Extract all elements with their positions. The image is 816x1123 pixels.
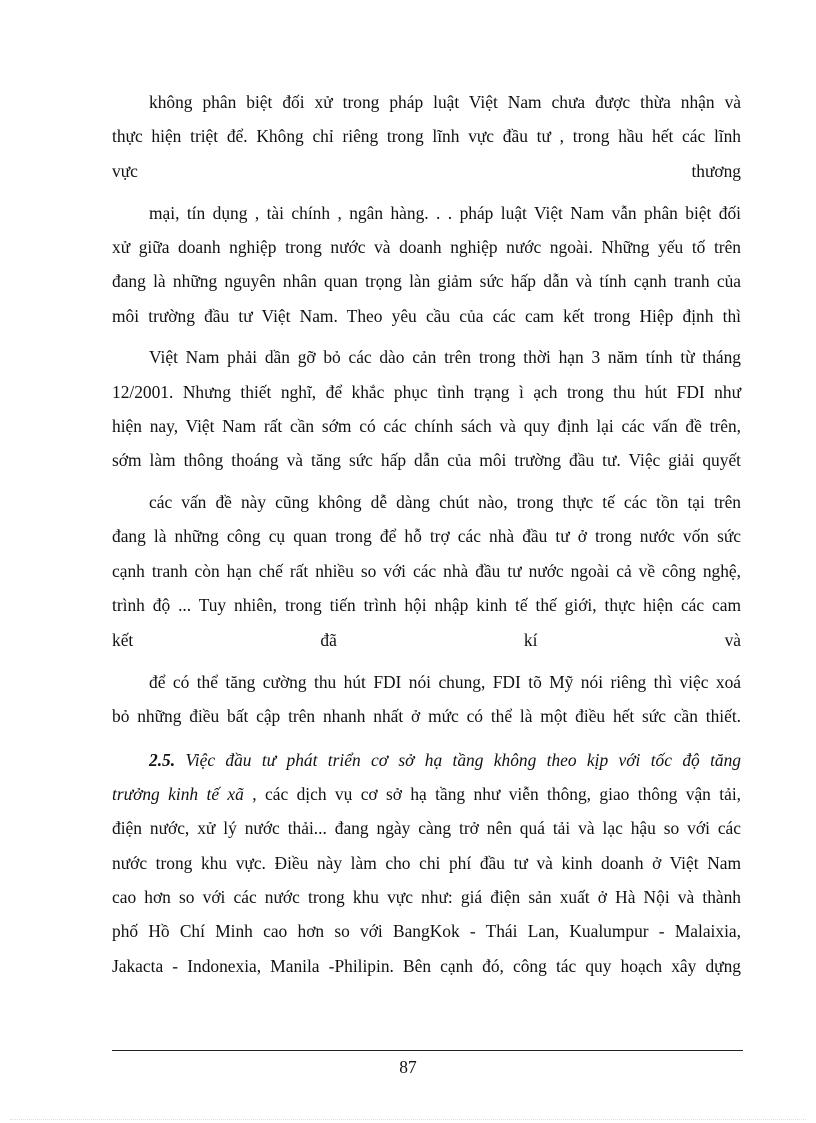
split-word: kí: [523, 630, 538, 650]
text-line: để có thể tăng cường thu hút FDI nói chung, FDI tõ Mỹ nói riêng thì việc xoá: [149, 672, 741, 692]
text-line: sớm làm thông thoáng và tăng sức hấp dẫn của môi trường đầu tư. Việc giải quyết: [112, 450, 741, 470]
text-line: mại, tín dụng , tài chính , ngân hàng. . . pháp luật Việt Nam vẫn phân biệt đối: [149, 203, 741, 223]
text-line: không phân biệt đối xử trong pháp luật Việt Nam chưa được thừa nhận và: [149, 92, 741, 112]
text-line: bỏ những điều bất cập trên nhanh nhất ở mức có thể là một điều hết sức cần thiết.: [112, 706, 741, 726]
text-line: nước trong khu vực. Điều này làm cho chi phí đầu tư và kinh doanh ở Việt Nam: [112, 853, 741, 873]
text-line: phố Hồ Chí Minh cao hơn so với BangKok - Thái Lan, Kualumpur - Malaixia,: [112, 921, 741, 941]
split-word: vực: [112, 161, 138, 181]
split-word: và: [724, 630, 741, 650]
footer-rule: [112, 1050, 743, 1051]
text-line: cao hơn so với các nước trong khu vực như: giá điện sản xuất ở Hà Nội và thành: [112, 887, 741, 907]
text-line-split: [112, 629, 741, 651]
text-line: thực hiện triệt để. Không chỉ riêng trong lĩnh vực đầu tư , trong hầu hết các lĩnh: [112, 126, 741, 146]
text-line: Jakacta - Indonexia, Manila -Philipin. Bên cạnh đó, công tác quy hoạch xây dựng: [112, 956, 741, 976]
section-heading-text: Việc đầu tư phát triển cơ sở hạ tầng không theo kịp với tốc độ tăng: [185, 750, 741, 770]
section-heading-line: [149, 749, 741, 771]
section-heading-text: trưởng kinh tế xã ,: [112, 784, 257, 804]
text-line: điện nước, xử lý nước thải... đang ngày càng trở nên quá tải và lạc hậu so với các: [112, 818, 741, 838]
text-line: xử giữa doanh nghiệp trong nước và doanh nghiệp nước ngoài. Những yếu tố trên: [112, 237, 741, 257]
text-line: đang là những công cụ quan trong để hỗ trợ các nhà đầu tư ở trong nước vốn sức: [112, 526, 741, 546]
text-line: đang là những nguyên nhân quan trọng làn giảm sức hấp dẫn và tính cạnh tranh của: [112, 271, 741, 291]
text-line: cạnh tranh còn hạn chế rất nhiều so với các nhà đầu tư nước ngoài cả về công nghệ,: [112, 561, 741, 581]
text-line: Việt Nam phải dần gỡ bỏ các dào cản trên trong thời hạn 3 năm tính từ tháng: [149, 347, 741, 367]
page-edge-divider: [10, 1119, 806, 1120]
text-line: trình độ ... Tuy nhiên, trong tiến trình hội nhập kinh tế thế giới, thực hiện các cam: [112, 595, 741, 615]
split-word: thương: [691, 161, 741, 181]
page-number: 87: [399, 1057, 417, 1077]
split-word: kết: [112, 630, 134, 650]
text-line: các vấn đề này cũng không dễ dàng chút nào, trong thực tế các tồn tại trên: [149, 492, 741, 512]
text-fragment: các dịch vụ cơ sở hạ tầng như viễn thông, giao thông vận tải,: [265, 784, 742, 804]
split-word: đã: [320, 630, 337, 650]
text-line: hiện nay, Việt Nam rất cần sớm có các chính sách và quy định lại các vấn đề trên,: [112, 416, 741, 436]
text-line-split: [112, 160, 741, 182]
text-line: 12/2001. Nhưng thiết nghĩ, để khắc phục tình trạng ì ạch trong thu hút FDI như: [112, 382, 741, 402]
section-number: 2.5.: [149, 750, 176, 770]
text-line: môi trường đầu tư Việt Nam. Theo yêu cầu của các cam kết trong Hiệp định thì: [112, 306, 741, 326]
text-line: [112, 783, 741, 805]
